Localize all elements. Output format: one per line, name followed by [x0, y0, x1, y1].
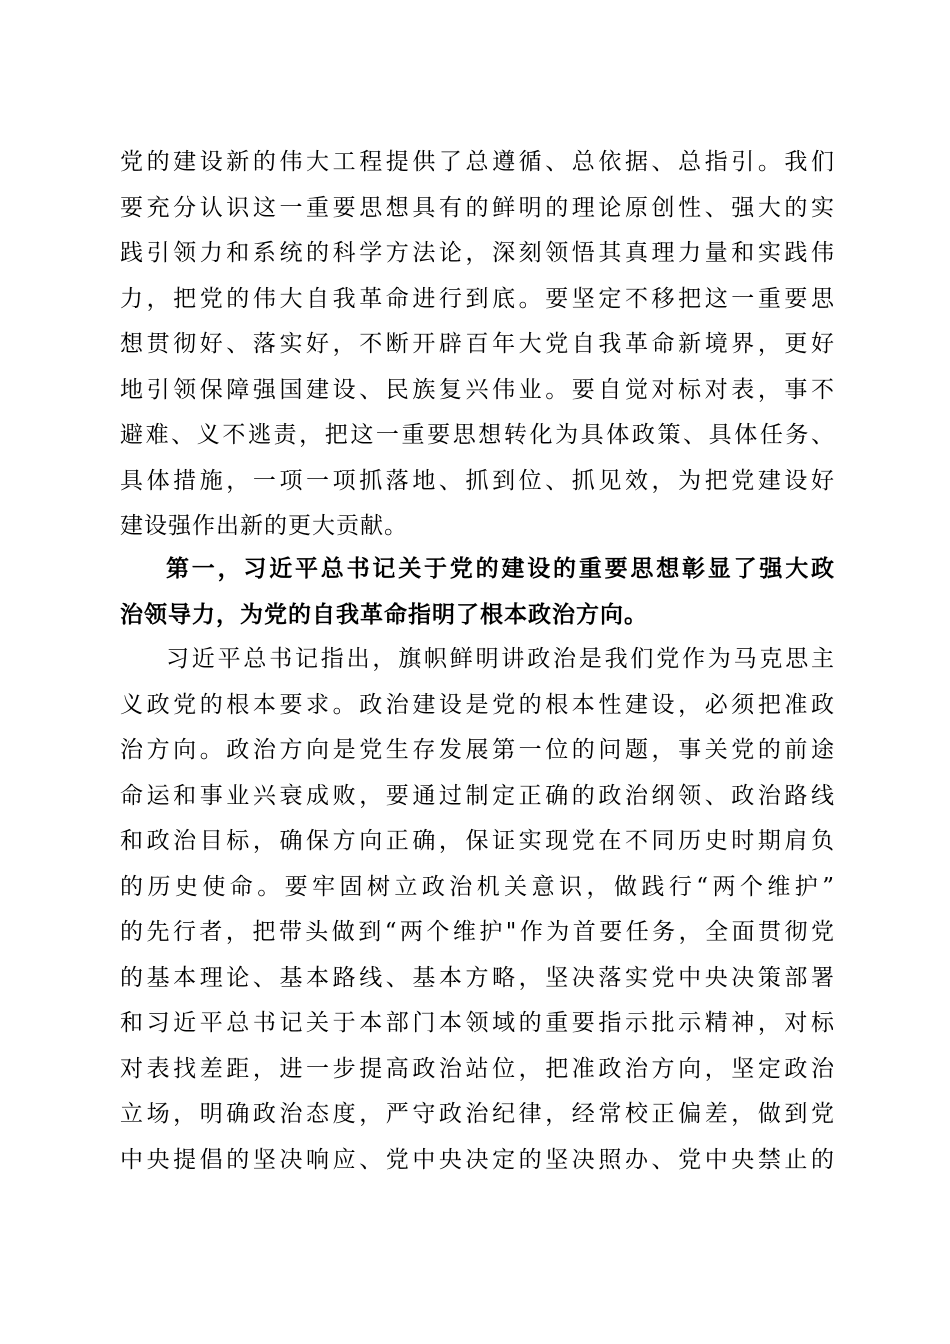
text-line: 力，把党的伟大自我革命进行到底。要坚定不移把这一重要思	[120, 285, 835, 312]
text-line: 的基本理论、基本路线、基本方略，坚决落实党中央决策部署	[120, 964, 835, 991]
text-line: 践引领力和系统的科学方法论，深刻领悟其真理力量和实践伟	[120, 240, 835, 266]
text-line: 避难、义不逃责，把这一重要思想转化为具体政策、具体任务、	[120, 422, 835, 448]
text-line: 命运和事业兴衰成败，要通过制定正确的政治纲领、政治路线	[120, 782, 835, 809]
text-line: 的先行者，把带头做到“两个维护"作为首要任务，全面贯彻党	[120, 919, 835, 945]
text-line: 治方向。政治方向是党生存发展第一位的问题，事关党的前途	[120, 737, 835, 763]
paragraph-intro	[120, 140, 835, 550]
text-line: 和政治目标，确保方向正确，保证实现党在不同历史时期肩负	[120, 828, 835, 854]
heading-line: 治领导力，为党的自我革命指明了根本政治方向。	[120, 600, 648, 628]
text-line: 义政党的根本要求。政治建设是党的根本性建设，必须把准政	[120, 691, 835, 718]
text-line: 地引领保障强国建设、民族复兴伟业。要自觉对标对表，事不	[120, 376, 835, 403]
text-line: 立场，明确政治态度，严守政治纪律，经常校正偏差，做到党	[120, 1101, 835, 1127]
text-line: 想贯彻好、落实好，不断开辟百年大党自我革命新境界，更好	[120, 331, 835, 357]
section-heading	[120, 546, 835, 637]
text-line: 和习近平总书记关于本部门本领域的重要指示批示精神，对标	[120, 1010, 835, 1036]
text-line: 习近平总书记指出，旗帜鲜明讲政治是我们党作为马克思主	[166, 646, 835, 672]
heading-line: 第一，习近平总书记关于党的建设的重要思想彰显了强大政	[166, 555, 835, 582]
text-line: 中央提倡的坚决响应、党中央决定的坚决照办、党中央禁止的	[120, 1146, 835, 1173]
text-line: 要充分认识这一重要思想具有的鲜明的理论原创性、强大的实	[120, 194, 835, 221]
text-line: 的历史使命。要牢固树立政治机关意识，做践行“两个维护”	[120, 873, 835, 900]
text-line: 党的建设新的伟大工程提供了总遵循、总依据、总指引。我们	[120, 149, 835, 175]
text-line: 具体措施，一项一项抓落地、抓到位、抓见效，为把党建设好	[120, 467, 835, 494]
text-line: 对表找差距，进一步提高政治站位，把准政治方向，坚定政治	[120, 1055, 835, 1082]
paragraph-body	[120, 637, 835, 1183]
text-line: 建设强作出新的更大贡献。	[120, 513, 408, 539]
